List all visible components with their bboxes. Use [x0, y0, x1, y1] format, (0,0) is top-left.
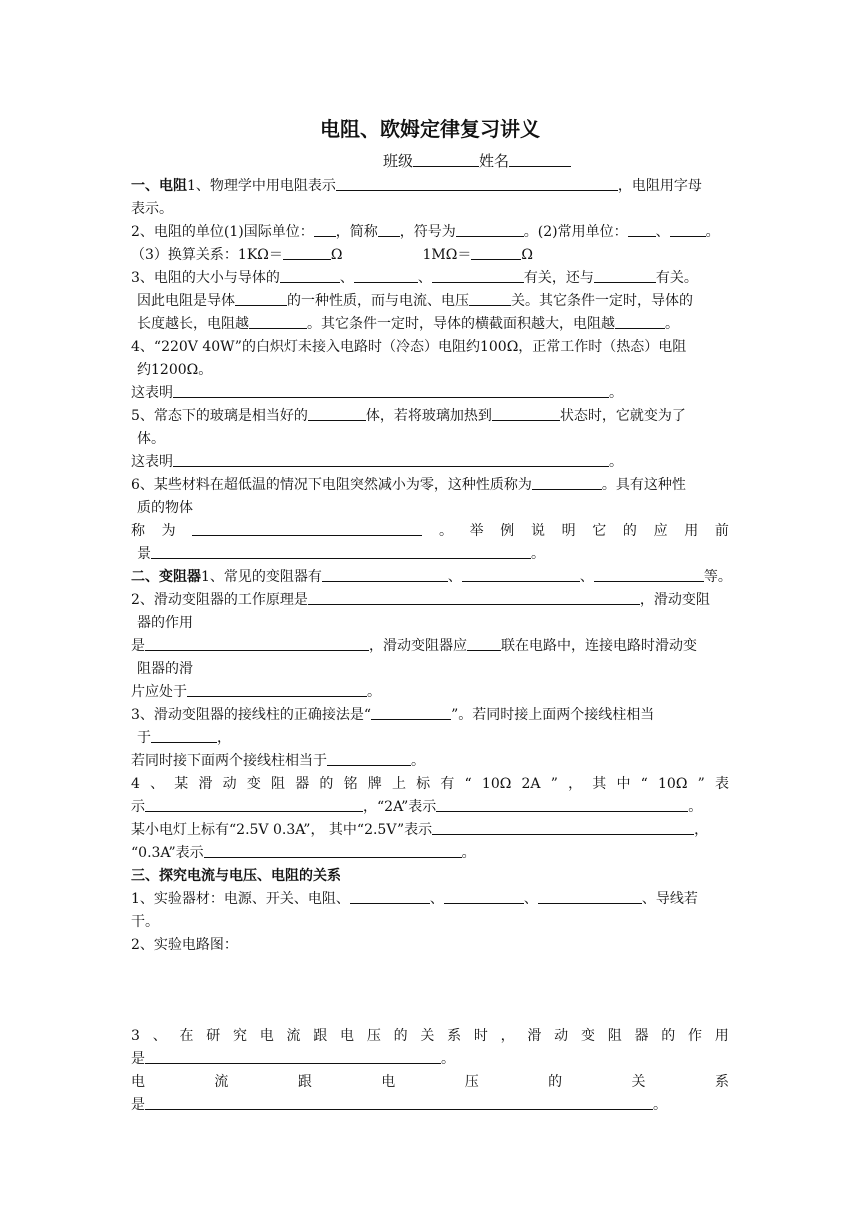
blank[interactable] [327, 751, 411, 766]
s2-line-8: 于 ， [137, 730, 231, 746]
blank[interactable] [462, 567, 580, 582]
blank[interactable] [192, 521, 422, 536]
blank[interactable] [456, 222, 524, 237]
blank[interactable] [492, 406, 560, 421]
blank[interactable] [145, 1049, 441, 1064]
blank[interactable] [145, 636, 369, 651]
blank[interactable] [432, 820, 694, 835]
document-title: 电阻、欧姆定律复习讲义 [320, 117, 540, 141]
blank[interactable] [204, 843, 462, 858]
blank[interactable] [615, 314, 665, 329]
blank[interactable] [145, 1095, 653, 1110]
section-heading-experiment: 三、探究电流与电压、电阻的关系 [131, 868, 341, 884]
blank[interactable] [280, 268, 340, 283]
s1-line-13: 这表明 。 [131, 454, 623, 470]
s1-line-3: 2、电阻的单位(1)国际单位： ，简称 ，符号为 。(2)常用单位： 、 。 [131, 224, 720, 240]
s2-line-5: 阻器的滑 [137, 661, 193, 677]
s3-line-4: 2、实验电路图： [131, 937, 238, 953]
s1-line-1: 一、电阻1、物理学中用电阻表示 ，电阻用字母 [131, 178, 702, 194]
s2-line-9: 若同时接下面两个接线柱相当于 。 [131, 753, 425, 769]
s2-line-11: 示 ，“2A”表示 。 [131, 799, 703, 815]
blank[interactable] [173, 383, 609, 398]
blank[interactable] [538, 889, 642, 904]
s1-line-9: 约1200Ω。 [137, 362, 213, 378]
s2-line-7: 3、滑动变阻器的接线柱的正确接法是“ ”。若同时接上面两个接线柱相当 [131, 707, 655, 723]
name-label: 姓名 [479, 152, 510, 170]
s1-line-11: 5、常态下的玻璃是相当好的 体，若将玻璃加热到 状态时，它就变为了 [131, 408, 686, 424]
s3-line-8: 是 。 [131, 1097, 667, 1113]
blank[interactable] [471, 245, 521, 260]
s1-line-15: 质的物体 [137, 500, 193, 516]
class-name-line [383, 151, 571, 171]
blank[interactable] [371, 705, 451, 720]
blank[interactable] [151, 544, 531, 559]
blank[interactable] [249, 314, 307, 329]
blank[interactable] [308, 590, 640, 605]
blank[interactable] [187, 682, 367, 697]
name-blank[interactable] [509, 152, 571, 167]
blank[interactable] [314, 222, 336, 237]
blank[interactable] [283, 245, 331, 260]
s2-line-4: 是 ，滑动变阻器应 联在电路中，连接电路时滑动变 [131, 638, 697, 654]
s1-line-7: 长度越长，电阻越 。其它条件一定时，导体的横截面积越大，电阻越 。 [137, 316, 679, 332]
s3-line-2: 1、实验器材：电源、开关、电阻、 、 、 、导线若 [131, 891, 698, 907]
section-heading-rheostat: 二、变阻器 [131, 569, 201, 585]
blank[interactable] [670, 222, 706, 237]
s2-line-6: 片应处于 。 [131, 684, 381, 700]
blank[interactable] [322, 567, 448, 582]
s3-line-7: 电 流 跟 电 压 的 关 系 [131, 1074, 729, 1090]
s3-line-5: 3 、 在 研 究 电 流 跟 电 压 的 关 系 时 ， 滑 动 变 阻 器 的 作 用 [131, 1028, 729, 1044]
blank[interactable] [436, 797, 688, 812]
s3-line-6: 是 。 [131, 1051, 455, 1067]
blank[interactable] [467, 636, 501, 651]
s1-line-2: 表示。 [131, 201, 173, 217]
blank[interactable] [350, 889, 430, 904]
s3-line-3: 干。 [131, 914, 159, 930]
blank[interactable] [469, 291, 511, 306]
s2-line-13: “0.3A”表示 。 [131, 845, 476, 861]
blank[interactable] [594, 567, 704, 582]
blank[interactable] [173, 452, 609, 467]
s1-line-10: 这表明 。 [131, 385, 623, 401]
blank[interactable] [628, 222, 656, 237]
blank[interactable] [378, 222, 400, 237]
blank[interactable] [532, 475, 602, 490]
blank[interactable] [336, 176, 618, 191]
blank[interactable] [594, 268, 656, 283]
s3-line-1 [131, 866, 731, 886]
class-label: 班级 [383, 152, 414, 170]
section-heading-resistance: 一、电阻 [131, 178, 187, 194]
class-blank[interactable] [413, 152, 479, 167]
s1-line-8: 4、“220V 40W”的白炽灯未接入电路时（冷态）电阻约100Ω，正常工作时（热态）电阻 [131, 339, 687, 355]
s2-line-12: 某小电灯上标有“2.5V 0.3A”， 其中“2.5V”表示 ， [131, 822, 709, 838]
blank[interactable] [145, 797, 363, 812]
blank[interactable] [432, 268, 524, 283]
blank[interactable] [308, 406, 366, 421]
s1-line-6: 因此电阻是导体 的一种性质，而与电流、电压 关。其它条件一定时，导体的 [137, 293, 693, 309]
s1-line-4: （3）换算关系：1KΩ＝ Ω 1MΩ＝ Ω [131, 247, 533, 263]
blank[interactable] [354, 268, 418, 283]
blank[interactable] [235, 291, 287, 306]
s1-line-16: 称 为 。 举 例 说 明 它 的 应 用 前 [131, 523, 729, 539]
s1-line-12: 体。 [137, 431, 165, 447]
s1-line-5: 3、电阻的大小与导体的 、 、 有关，还与 有关。 [131, 270, 698, 286]
blank[interactable] [444, 889, 524, 904]
s1-line-14: 6、某些材料在超低温的情况下电阻突然减小为零，这种性质称为 。具有这种性 [131, 477, 686, 493]
s2-line-10: 4 、 某 滑 动 变 阻 器 的 铭 牌 上 标 有 “ 10Ω 2A ” ， 其 中 “ 10Ω ” 表 [131, 776, 729, 792]
s2-line-2: 2、滑动变阻器的工作原理是 ，滑动变阻 [131, 592, 710, 608]
s1-line-17: 景 。 [137, 546, 545, 562]
s2-line-3: 器的作用 [137, 615, 193, 631]
blank[interactable] [151, 728, 217, 743]
s2-line-1: 二、变阻器1、常见的变阻器有 、 、 等。 [131, 569, 732, 585]
